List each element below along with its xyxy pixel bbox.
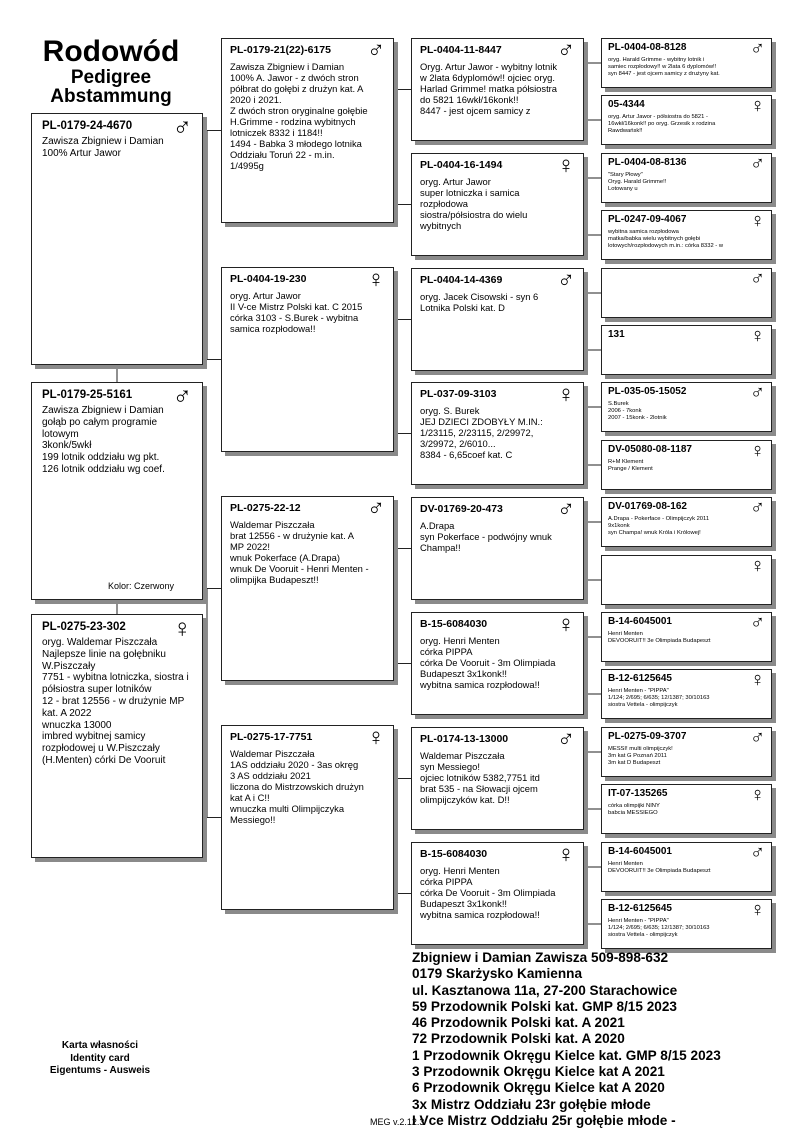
female-symbol-icon: ♀ [750, 669, 765, 691]
pedigree-card-b7 [411, 727, 584, 830]
pedigree-card-a4 [221, 725, 394, 910]
pedigree-card-d5 [601, 268, 772, 318]
ring-number: B-14-6045001 [608, 846, 672, 857]
pigeon-description: oryg. Henri Menten córka PIPPA córka De Vooruit - 3m Olimpiada Budapeszt 3x1konk!! wybitna samica rozpłodowa!! [420, 635, 556, 690]
header-subtitle: Pedigree [70, 67, 152, 88]
female-symbol-icon: ♀ [172, 614, 192, 643]
pedigree-card-a1 [221, 38, 394, 223]
ring-number: PL-0275-09-3707 [608, 731, 687, 742]
pedigree-card-d16 [601, 899, 772, 949]
pedigree-card-b5 [411, 497, 584, 600]
pigeon-description: A.Drapa - Pokerface - Olimpijczyk 2011 9x1konk syn Champa! wnuk Króla i Królowej! [608, 516, 710, 536]
female-symbol-icon: ♀ [750, 899, 765, 921]
ring-number: 05-4344 [608, 99, 645, 110]
pedigree-card-b1 [411, 38, 584, 141]
ring-number: DV-01769-20-473 [420, 503, 503, 515]
female-symbol-icon: ♀ [750, 555, 765, 577]
ring-number: PL-0404-08-8128 [608, 42, 687, 53]
pedigree-card-d12 [601, 669, 772, 719]
software-version: MEG v.2.12.3 [370, 1117, 425, 1127]
pigeon-description: Waldemar Piszczała brat 12556 - w drużynie kat. A MP 2022! wnuk Pokerface (A.Drapa) wnuk De Vooruit - Henri Menten - olimpijka Budapeszt!! [230, 519, 369, 585]
male-symbol-icon: ♂ [557, 38, 575, 64]
pigeon-description: oryg. Harald Grimme - wybitny lotnik i samiec rozpłodowy!! w 2lata 6 dyplomów!! syn 8447 - jest ojcem samicy z drużyny kat. [608, 57, 720, 77]
male-symbol-icon: ♂ [750, 727, 765, 749]
pigeon-description: oryg. Artur Jawor - półsiostra do 5821 - 16wkł/16konk!! po oryg. Grzesik x rodzina Rawdwańsk!! [608, 114, 716, 134]
female-symbol-icon: ♀ [557, 153, 575, 179]
pigeon-description: A.Drapa syn Pokerface - podwójny wnuk Champa!! [420, 520, 552, 553]
pigeon-description: oryg. Henri Menten córka PIPPA córka De Vooruit - 3m Olimpiada Budapeszt 3x1konk!! wybitna samica rozpłodowa!! [420, 865, 556, 920]
female-symbol-icon: ♀ [750, 784, 765, 806]
pigeon-description: Waldemar Piszczała 1AS oddziału 2020 - 3as okręg 3 AS oddziału 2021 liczona do Mistrzowskich drużyn kat A i C!! wnuczka multi Olimpijczyka Messiego!! [230, 748, 364, 825]
owner-line: ul. Kasztanowa 11a, 27-200 Starachowice [412, 982, 678, 998]
idcard-line-de: Eigentums - Ausweis [49, 1065, 151, 1076]
owner-line: 59 Przodownik Polski kat. GMP 8/15 2023 [412, 998, 677, 1014]
ring-number: IT-07-135265 [608, 788, 668, 799]
male-symbol-icon: ♂ [367, 38, 385, 64]
pigeon-description: "Stary Płowy" Oryg. Harald Grimme!! Lotowany u [608, 172, 667, 192]
male-symbol-icon: ♂ [557, 727, 575, 753]
pigeon-description: MESSI! multi olimpijczyk! 3m kat G Poznań 2011 3m kat D Budapeszt [608, 746, 673, 766]
pedigree-card-d10 [601, 555, 772, 605]
pedigree-card-d7 [601, 382, 772, 432]
pedigree-card-d4 [601, 210, 772, 260]
female-symbol-icon: ♀ [557, 842, 575, 868]
ring-number: PL-0275-23-302 [42, 621, 126, 633]
pigeon-description: Waldemar Piszczała syn Messiego! ojciec lotników 5382,7751 itd brat 535 - na Słowacji ojcem olimpijczyków kat. D!! [420, 750, 540, 805]
pedigree-card-d1 [601, 38, 772, 88]
pigeon-description: oryg. S. Burek JEJ DZIECI ZDOBYŁY M.IN.: 1/23115, 2/23115, 2/29972, 3/29972, 2/6010... 8384 - 6,65coef kat. C [420, 405, 543, 460]
ring-number: PL-0275-22-12 [230, 502, 301, 514]
pedigree-card-b8 [411, 842, 584, 945]
owner-line: 3x Mistrz Oddziału 23r gołębie młode [412, 1096, 651, 1112]
pedigree-card-c1 [31, 113, 203, 365]
owner-line: 1 Przodownik Okręgu Kielce kat. GMP 8/15 2023 [412, 1047, 721, 1063]
pedigree-card-c2 [31, 382, 203, 600]
pedigree-card-d13 [601, 727, 772, 777]
female-symbol-icon: ♀ [750, 325, 765, 347]
pigeon-description: Henri Menten - "PIPPA" 1/124; 2/695; 6/635; 12/1387; 30/10163 siostra Vettela - olimpijczyk [608, 918, 710, 938]
pigeon-description: R+M Klement Prange / Klement [608, 459, 653, 472]
ring-number: PL-0179-25-5161 [42, 389, 133, 401]
male-symbol-icon: ♂ [557, 268, 575, 294]
male-symbol-icon: ♂ [172, 382, 192, 411]
owner-line: 72 Przodownik Polski kat. A 2020 [412, 1031, 625, 1047]
pigeon-description: S.Burek 2006 - 7konk 2007 - 15konk - 2lotnik [608, 401, 667, 421]
female-symbol-icon: ♀ [367, 267, 385, 293]
owner-line: 3 Przodownik Okręgu Kielce kat A 2021 [412, 1064, 665, 1080]
male-symbol-icon: ♂ [172, 113, 192, 142]
ring-number: B-12-6125645 [608, 673, 672, 684]
pigeon-description: córka olimpijki NINY babcia MESSIEGO [608, 803, 660, 816]
ring-number: PL-0404-14-4369 [420, 274, 503, 286]
pigeon-colour: Kolor: Czerwony [107, 581, 174, 591]
ring-number: PL-0174-13-13000 [420, 733, 509, 745]
pigeon-description: oryg. Artur Jawor II V-ce Mistrz Polski kat. C 2015 córka 3103 - S.Burek - wybitna samica rozpłodowa!! [230, 290, 363, 334]
male-symbol-icon: ♂ [367, 496, 385, 522]
male-symbol-icon: ♂ [750, 612, 765, 634]
pigeon-description: oryg. Waldemar Piszczała Najlepsze linie na gołębniku W.Piszczały 7751 - wybitna lotniczka, siostra i półsiostra super lotników 12 - brat 12556 - w drużynie MP kat. A 2022 wnuczka 13000 imbred wybitnej samicy rozpłodowej u W.Piszczały (H.Menten) córki De Vooruit [42, 637, 189, 766]
ring-number: PL-0404-19-230 [230, 273, 307, 285]
ring-number: PL-0247-09-4067 [608, 214, 687, 225]
female-symbol-icon: ♀ [750, 440, 765, 462]
male-symbol-icon: ♂ [557, 497, 575, 523]
owner-line: Zbigniew i Damian Zawisza 509-898-632 [412, 950, 669, 965]
pigeon-description: Henri Menten - "PIPPA" 1/124; 2/695; 6/635; 12/1387; 30/10163 siostra Vettela - olimpijczyk [608, 688, 710, 708]
ring-number: PL-037-09-3103 [420, 388, 497, 400]
pedigree-card-b2 [411, 153, 584, 256]
ring-number: DV-05080-08-1187 [608, 444, 692, 455]
pedigree-card-a2 [221, 267, 394, 452]
male-symbol-icon: ♂ [750, 842, 765, 864]
female-symbol-icon: ♀ [750, 95, 765, 117]
owner-info [412, 950, 797, 1131]
pigeon-description: Henri Menten DEVOORUIT!! 3e Olimpiada Budapeszt [608, 861, 711, 874]
female-symbol-icon: ♀ [367, 725, 385, 751]
pigeon-description: Zawisza Zbigniew i Damian gołąb po całym programie lotowym 3konk/5wkł 199 lotnik oddziału wg pkt. 126 lotnik oddziału wg coef. [42, 405, 165, 475]
ring-number: PL-0179-21(22)-6175 [230, 44, 331, 56]
ring-number: B-14-6045001 [608, 616, 672, 627]
female-symbol-icon: ♀ [750, 210, 765, 232]
male-symbol-icon: ♂ [750, 38, 765, 60]
pedigree-card-b6 [411, 612, 584, 715]
ring-number: PL-0275-17-7751 [230, 731, 313, 743]
pigeon-description: Zawisza Zbigniew i Damian 100% A. Jawor - z dwóch stron półbrat do gołębi z drużyn kat. A 2020 i 2021. Z dwóch stron oryginalne gołębie H.Grimme - rodzina wybitnych lotniczek 8332 i 1184!! 1494 - Babka 3 młodego lotnika Oddziału Toruń 22 - m.in. 1/4995g [230, 61, 368, 171]
male-symbol-icon: ♂ [750, 497, 765, 519]
pedigree-card-b4 [411, 382, 584, 485]
pedigree-card-a3 [221, 496, 394, 681]
pedigree-header [30, 36, 192, 106]
ring-number: DV-01769-08-162 [608, 501, 687, 512]
ring-number: PL-0404-16-1494 [420, 159, 503, 171]
pedigree-card-d11 [601, 612, 772, 662]
ring-number: PL-0179-24-4670 [42, 120, 133, 132]
idcard-line-en: Identity card [70, 1052, 130, 1064]
pigeon-description: wybitna samica rozpłodowa matka/babka wielu wybitnych gołębi lotowych/rozpłodowych m.in.: córka 8332 - w [608, 229, 724, 249]
pedigree-card-d6 [601, 325, 772, 375]
owner-line: 46 Przodownik Polski kat. A 2021 [412, 1015, 625, 1031]
pedigree-card-d9 [601, 497, 772, 547]
ring-number: PL-035-05-15052 [608, 386, 687, 397]
pedigree-card-b3 [411, 268, 584, 371]
male-symbol-icon: ♂ [750, 382, 765, 404]
pedigree-card-c3 [31, 614, 203, 858]
ring-number: B-15-6084030 [420, 618, 488, 630]
owner-line: I Vce Mistrz Oddziału 25r gołębie młode - [412, 1112, 676, 1128]
ring-number: PL-0404-11-8447 [420, 44, 502, 56]
header-subtitle-de: Abstammung [50, 86, 172, 107]
pigeon-description: oryg. Jacek Cisowski - syn 6 Lotnika Polski kat. D [420, 291, 539, 313]
ring-number: 131 [608, 329, 625, 340]
pigeon-description: Zawisza Zbigniew i Damian 100% Artur Jawor [42, 136, 164, 159]
pedigree-card-d14 [601, 784, 772, 834]
owner-line: 0179 Skarżysko Kamienna [412, 966, 583, 982]
pedigree-card-d15 [601, 842, 772, 892]
ring-number: B-12-6125645 [608, 903, 672, 914]
pigeon-description: Henri Menten DEVOORUIT!! 3e Olimpiada Budapeszt [608, 631, 711, 644]
ring-number: B-15-6084030 [420, 848, 488, 860]
pedigree-card-d2 [601, 95, 772, 145]
male-symbol-icon: ♂ [750, 268, 765, 290]
male-symbol-icon: ♂ [750, 153, 765, 175]
pedigree-card-d3 [601, 153, 772, 203]
owner-line: 6 Przodownik Okręgu Kielce kat A 2020 [412, 1080, 665, 1096]
header-title: Rodowód [42, 35, 180, 68]
female-symbol-icon: ♀ [557, 612, 575, 638]
identity-card-label [20, 1040, 180, 1078]
ring-number: PL-0404-08-8136 [608, 157, 687, 168]
pigeon-description: oryg. Artur Jawor super lotniczka i samica rozpłodowa siostra/półsiostra do wielu wybitnych [420, 176, 528, 231]
pigeon-description: Oryg. Artur Jawor - wybitny lotnik w 2lata 6dyplomów!! ojciec oryg. Harlad Grimme! matka półsiostra do 5821 16wkł/16konk!! 8447 - jest ojcem samicy z [420, 61, 558, 116]
idcard-line-pl: Karta własności [61, 1040, 139, 1051]
female-symbol-icon: ♀ [557, 382, 575, 408]
pedigree-card-d8 [601, 440, 772, 490]
